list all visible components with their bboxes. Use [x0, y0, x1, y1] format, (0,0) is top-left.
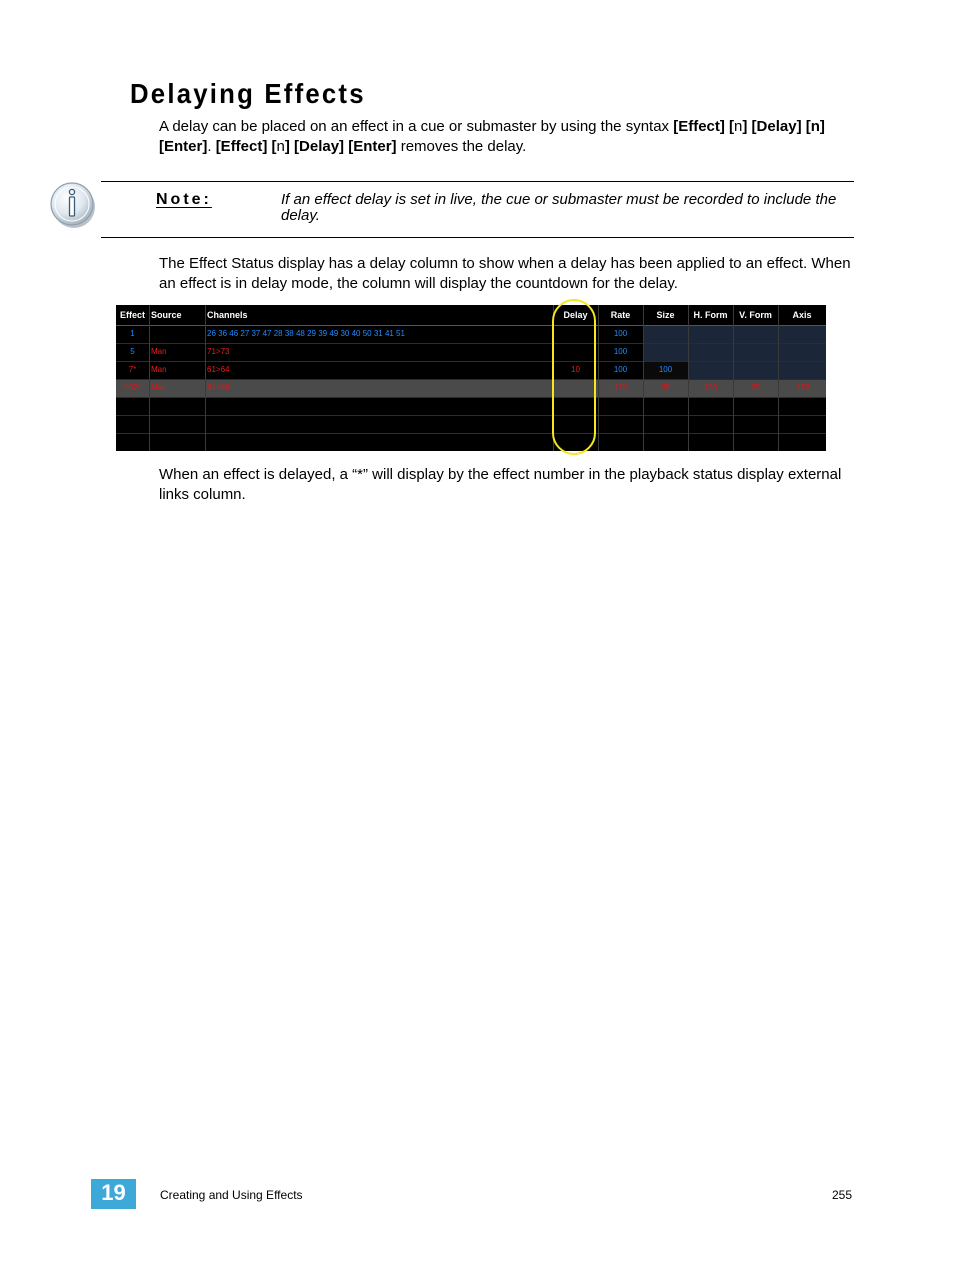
- info-icon: [48, 180, 98, 230]
- table-cell: 100: [658, 365, 673, 374]
- table-cell: 100: [613, 347, 628, 356]
- note-label: Note:: [156, 191, 212, 208]
- table-cell: Man: [151, 365, 167, 374]
- status-intro-paragraph: The Effect Status display has a delay column to show when a delay has been applied to an effect. When an effect is in delay mode, the column will display the countdown for the delay.: [159, 255, 851, 292]
- column-header: Size: [656, 310, 675, 320]
- row-divider: [116, 433, 826, 434]
- table-cell: Man: [151, 347, 167, 356]
- table-cell: 100: [613, 329, 628, 338]
- delay-column-highlight: [552, 299, 596, 455]
- table-cell: 1: [130, 329, 135, 338]
- intro-run: removes the delay.: [396, 138, 527, 155]
- column-header: Source: [151, 310, 182, 320]
- column-divider: [205, 305, 206, 451]
- intro-run: .: [207, 138, 216, 155]
- table-cell: 5: [130, 347, 135, 356]
- table-cell: 7*: [128, 365, 137, 374]
- note-text: If an effect delay is set in live, the cue or submaster must be recorded to include the delay.: [281, 191, 837, 224]
- intro-run: [Effect] [: [215, 138, 277, 155]
- column-header: Axis: [792, 310, 812, 320]
- table-cell: 71>73: [207, 347, 230, 356]
- table-cell: -153: [793, 383, 810, 392]
- intro-run: ] [Delay] [Enter]: [284, 138, 397, 155]
- intro-run: ] [Delay] [n] [Enter]: [159, 118, 825, 155]
- row-divider: [116, 415, 826, 416]
- page-number: 255: [831, 1188, 852, 1202]
- column-divider: [643, 305, 644, 451]
- footer-chapter-title: Creating and Using Effects: [160, 1188, 303, 1202]
- column-divider: [733, 305, 734, 451]
- table-cell: 10: [571, 365, 580, 374]
- table-cell: 25: [751, 383, 760, 392]
- table-cell: 61>64: [207, 365, 230, 374]
- table-cell: 65: [661, 383, 670, 392]
- effect-status-display: [116, 305, 826, 451]
- table-cell: 26 36 46 27 37 47 28 38 48 29 39 49 30 40 50 31 41 51: [207, 329, 405, 338]
- table-cell: Man: [151, 383, 167, 392]
- column-header: V. Form: [739, 310, 772, 320]
- table-cell: 81>86: [207, 383, 230, 392]
- table-cell: 100: [613, 365, 628, 374]
- page-heading: Delaying Effects: [130, 78, 366, 109]
- row-divider: [116, 397, 826, 398]
- table-cell: 150: [703, 383, 718, 392]
- table-cell: 175: [613, 383, 628, 392]
- intro-run: n: [734, 118, 743, 135]
- note-top-rule: [101, 181, 854, 182]
- column-header: Rate: [610, 310, 631, 320]
- intro-run: [Effect] [: [673, 118, 735, 135]
- closing-paragraph: When an effect is delayed, a “*” will display by the effect number in the playback status display external links column.: [159, 466, 842, 503]
- column-divider: [598, 305, 599, 451]
- column-divider: [688, 305, 689, 451]
- column-header: Channels: [207, 310, 248, 320]
- column-header: Effect: [119, 310, 145, 320]
- intro-run: A delay can be placed on an effect in a cue or submaster by using the syntax: [159, 118, 674, 135]
- column-divider: [778, 305, 779, 451]
- intro-paragraph: [159, 117, 859, 157]
- intro-run: n: [276, 138, 285, 155]
- table-cell: 902*: [124, 383, 141, 392]
- column-header: Delay: [563, 310, 588, 320]
- chapter-number: 19: [91, 1179, 136, 1209]
- note-bottom-rule: [101, 237, 854, 238]
- column-divider: [149, 305, 150, 451]
- column-header: H. Form: [693, 310, 728, 320]
